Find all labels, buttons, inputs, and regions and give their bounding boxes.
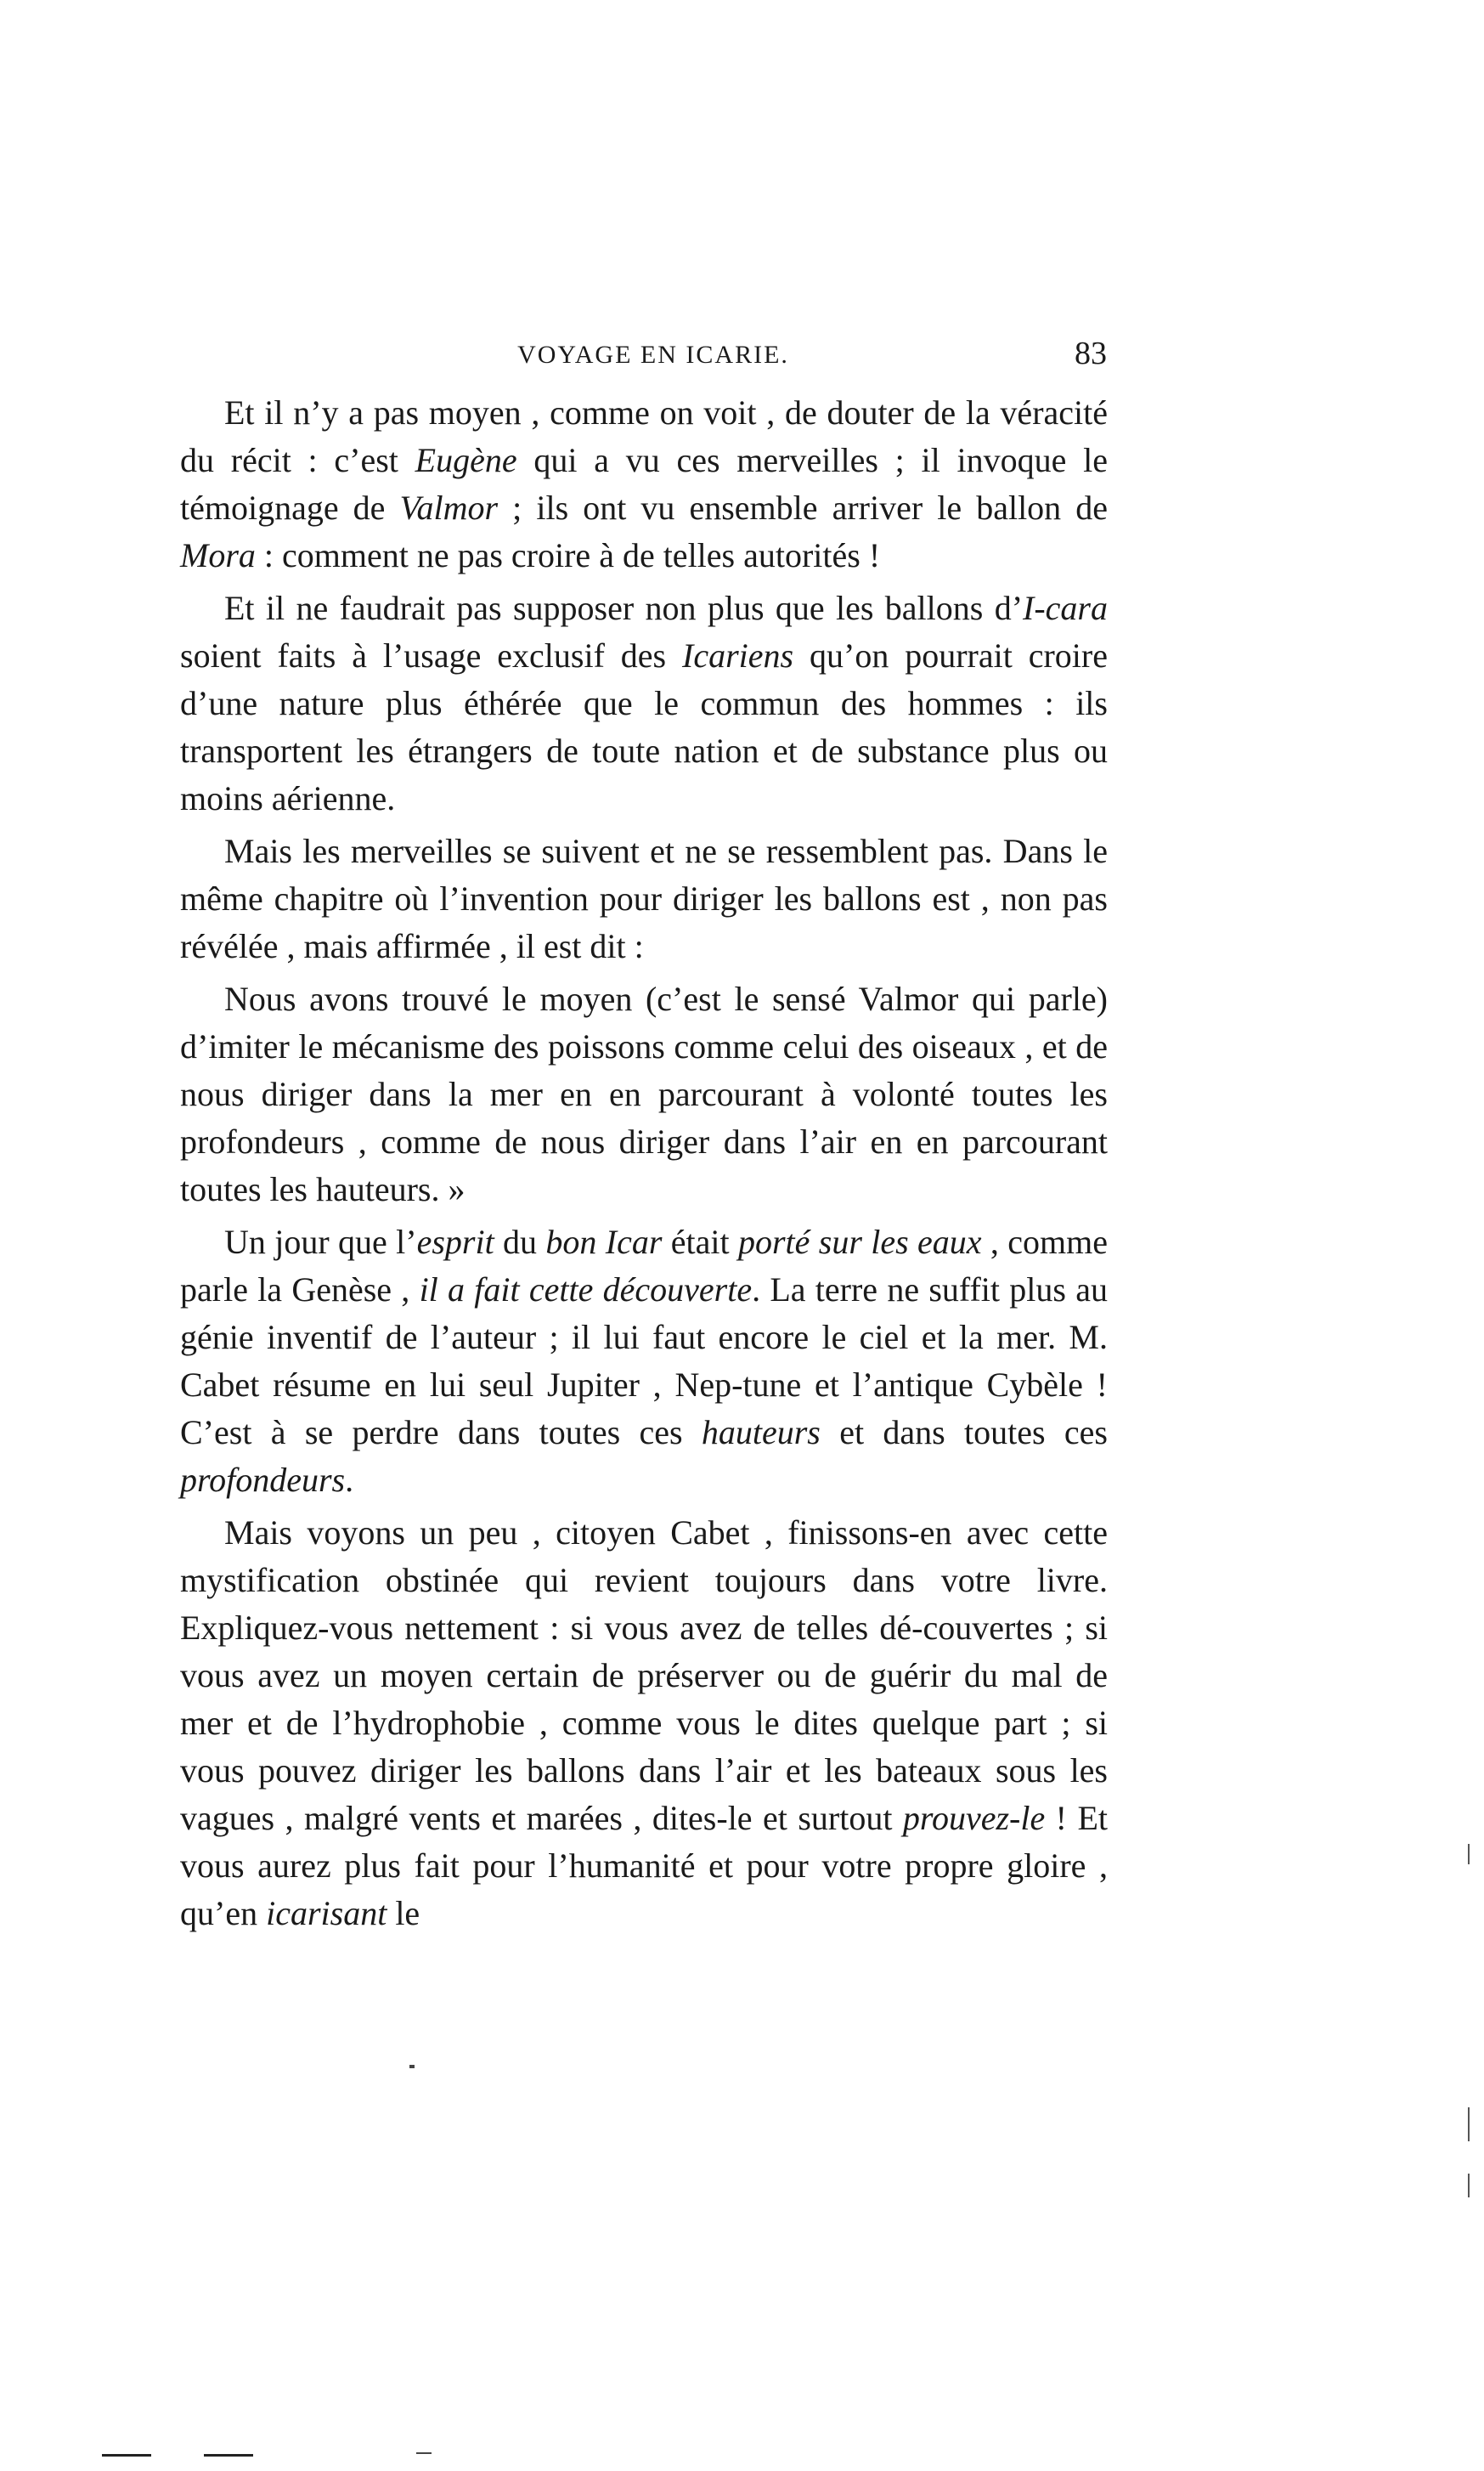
italic-text: il a fait cette découverte: [419, 1270, 753, 1309]
text-run: Et il n’y a pas moyen , comme on voit , de douter de la véracité du récit : c’est: [180, 393, 1108, 479]
text-run: Un jour que l’: [224, 1223, 417, 1261]
text-run: Et il ne faudrait pas supposer non plus que les ballons d’: [224, 589, 1024, 627]
italic-text: I-cara: [1023, 589, 1108, 627]
italic-text: prouvez-le: [902, 1799, 1046, 1837]
paragraph: [180, 1219, 1108, 1504]
paragraph: [180, 828, 1108, 970]
italic-text: hauteurs: [701, 1413, 821, 1451]
text-run: : comment ne pas croire à de telles autorités !: [255, 536, 881, 574]
text-run: Mais les merveilles se suivent et ne se ressemblent pas. Dans le même chapitre où l’invention pour diriger les ballons est , non pas révélée , mais affirmée , il est dit :: [180, 832, 1108, 965]
scan-mark: [1468, 1844, 1470, 1864]
text-run: ! Et vous aurez plus fait pour l’humanité et pour votre propre gloire , qu’en: [180, 1799, 1108, 1932]
paragraph: [180, 389, 1108, 580]
italic-text: icarisant: [266, 1894, 387, 1932]
scan-mark: [409, 2065, 415, 2068]
text-run: .: [345, 1461, 354, 1499]
scan-mark: [1468, 2107, 1470, 2141]
text-run: soient faits à l’usage exclusif des: [180, 636, 683, 675]
running-title: VOYAGE EN ICARIE.: [517, 341, 789, 369]
paragraph: [180, 585, 1108, 823]
scan-mark: [204, 2454, 253, 2457]
text-run: Mais voyons un peu , citoyen Cabet , finissons-en avec cette mystification obstinée qui revient toujours dans votre livre. Expliquez-vous nettement : si vous avez de telles dé-couvertes ; si vous avez un moyen certain de préserver ou de guérir du mal de mer et de l’hydrophobie , comme vous le dites quelque part ; si vous pouvez diriger les ballons dans l’air et les bateaux sous les vagues , malgré vents et marées , dites-le et surtout: [180, 1513, 1108, 1837]
scan-mark: [102, 2454, 151, 2457]
text-run: et dans toutes ces: [820, 1413, 1108, 1451]
scan-mark: [416, 2452, 432, 2454]
page-number: 83: [1075, 336, 1107, 371]
italic-text: profondeurs: [180, 1461, 346, 1499]
text-run: ; ils ont vu ensemble arriver le ballon de: [498, 489, 1109, 527]
italic-text: Valmor: [399, 489, 499, 527]
body-text: [180, 389, 1108, 1942]
text-run: Nous avons trouvé le moyen (c’est le sensé Valmor qui parle) d’imiter le mécanisme des poissons comme celui des oiseaux , et de nous diriger dans la mer en en parcourant à volonté toutes les profondeurs , comme de nous diriger dans l’air en en parcourant toutes les hauteurs. »: [180, 980, 1108, 1208]
italic-text: esprit: [416, 1223, 494, 1261]
text-run: . La terre ne suffit plus au génie inventif de l’auteur ; il lui faut encore le ciel et la mer. M. Cabet résume en lui seul Jupiter , Nep-tune et l’antique Cybèle ! C’est à se perdre dans toutes ces: [180, 1270, 1108, 1451]
italic-text: Icariens: [682, 636, 794, 675]
text-run: le: [387, 1894, 420, 1932]
italic-text: bon Icar: [545, 1223, 663, 1261]
text-run: du: [494, 1223, 546, 1261]
text-run: qu’on pourrait croire d’une nature plus éthérée que le commun des hommes : ils transportent les étrangers de toute nation et de substance plus ou moins aérienne.: [180, 636, 1108, 817]
text-run: était: [662, 1223, 738, 1261]
italic-text: Eugène: [415, 441, 517, 479]
italic-text: porté sur les eaux: [737, 1223, 982, 1261]
text-run: qui a vu ces merveilles ; il invoque le témoignage de: [180, 441, 1108, 527]
paragraph: [180, 1509, 1108, 1937]
page-header: [200, 338, 1107, 389]
paragraph: [180, 975, 1108, 1213]
scan-mark: [1468, 2174, 1470, 2197]
text-run: , comme parle la Genèse ,: [180, 1223, 1109, 1309]
italic-text: Mora: [180, 536, 256, 574]
